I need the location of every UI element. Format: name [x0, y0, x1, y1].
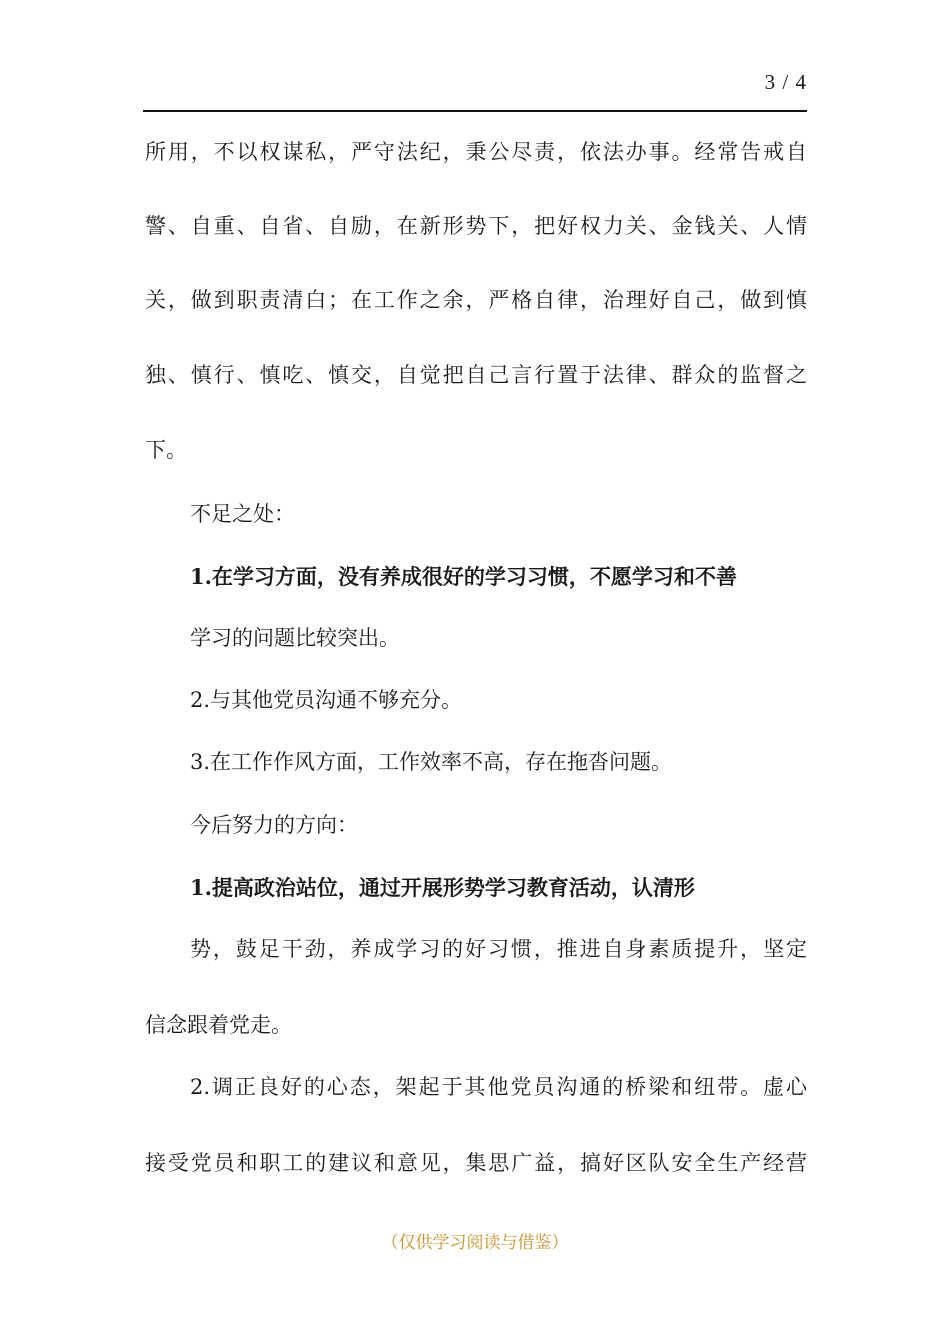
list-item-heading: 1.在学习方面，没有养成很好的学习习惯，不愿学习和不善 [190, 564, 737, 589]
section-heading-shortcomings: 不足之处： [190, 502, 295, 526]
list-item-heading: 1.提高政治站位，通过开展形势学习教育活动，认清形 [190, 875, 695, 900]
body-line: 势，鼓足干劲，养成学习的好习惯，推进自身素质提升，坚定 [190, 937, 807, 961]
list-item-text: 2.与其他党员沟通不够充分。 [190, 688, 463, 712]
list-item-text: 学习的问题比较突出。 [190, 626, 400, 650]
footer-note: （仅供学习阅读与借鉴） [381, 1233, 569, 1253]
body-line: 信念跟着党走。 [145, 1013, 292, 1037]
body-line: 关，做到职责清白；在工作之余，严格自律，治理好自己，做到慎 [145, 288, 807, 312]
body-line: 所用，不以权谋私，严守法纪，秉公尽责，依法办事。经常告戒自 [145, 140, 807, 164]
header-rule [143, 110, 807, 112]
body-line: 独、慎行、慎吃、慎交，自觉把自己言行置于法律、群众的监督之 [145, 363, 807, 387]
section-heading-direction: 今后努力的方向： [190, 813, 358, 837]
page-number: 3 / 4 [764, 70, 807, 94]
body-line: 警、自重、自省、自励，在新形势下，把好权力关、金钱关、人情 [145, 214, 807, 238]
body-line: 下。 [145, 438, 187, 462]
body-line: 2.调正良好的心态，架起于其他党员沟通的桥梁和纽带。虚心 [190, 1075, 807, 1099]
list-item-text: 3.在工作作风方面，工作效率不高，存在拖沓问题。 [190, 750, 673, 774]
body-line: 接受党员和职工的建议和意见，集思广益，搞好区队安全生产经营 [145, 1151, 807, 1175]
